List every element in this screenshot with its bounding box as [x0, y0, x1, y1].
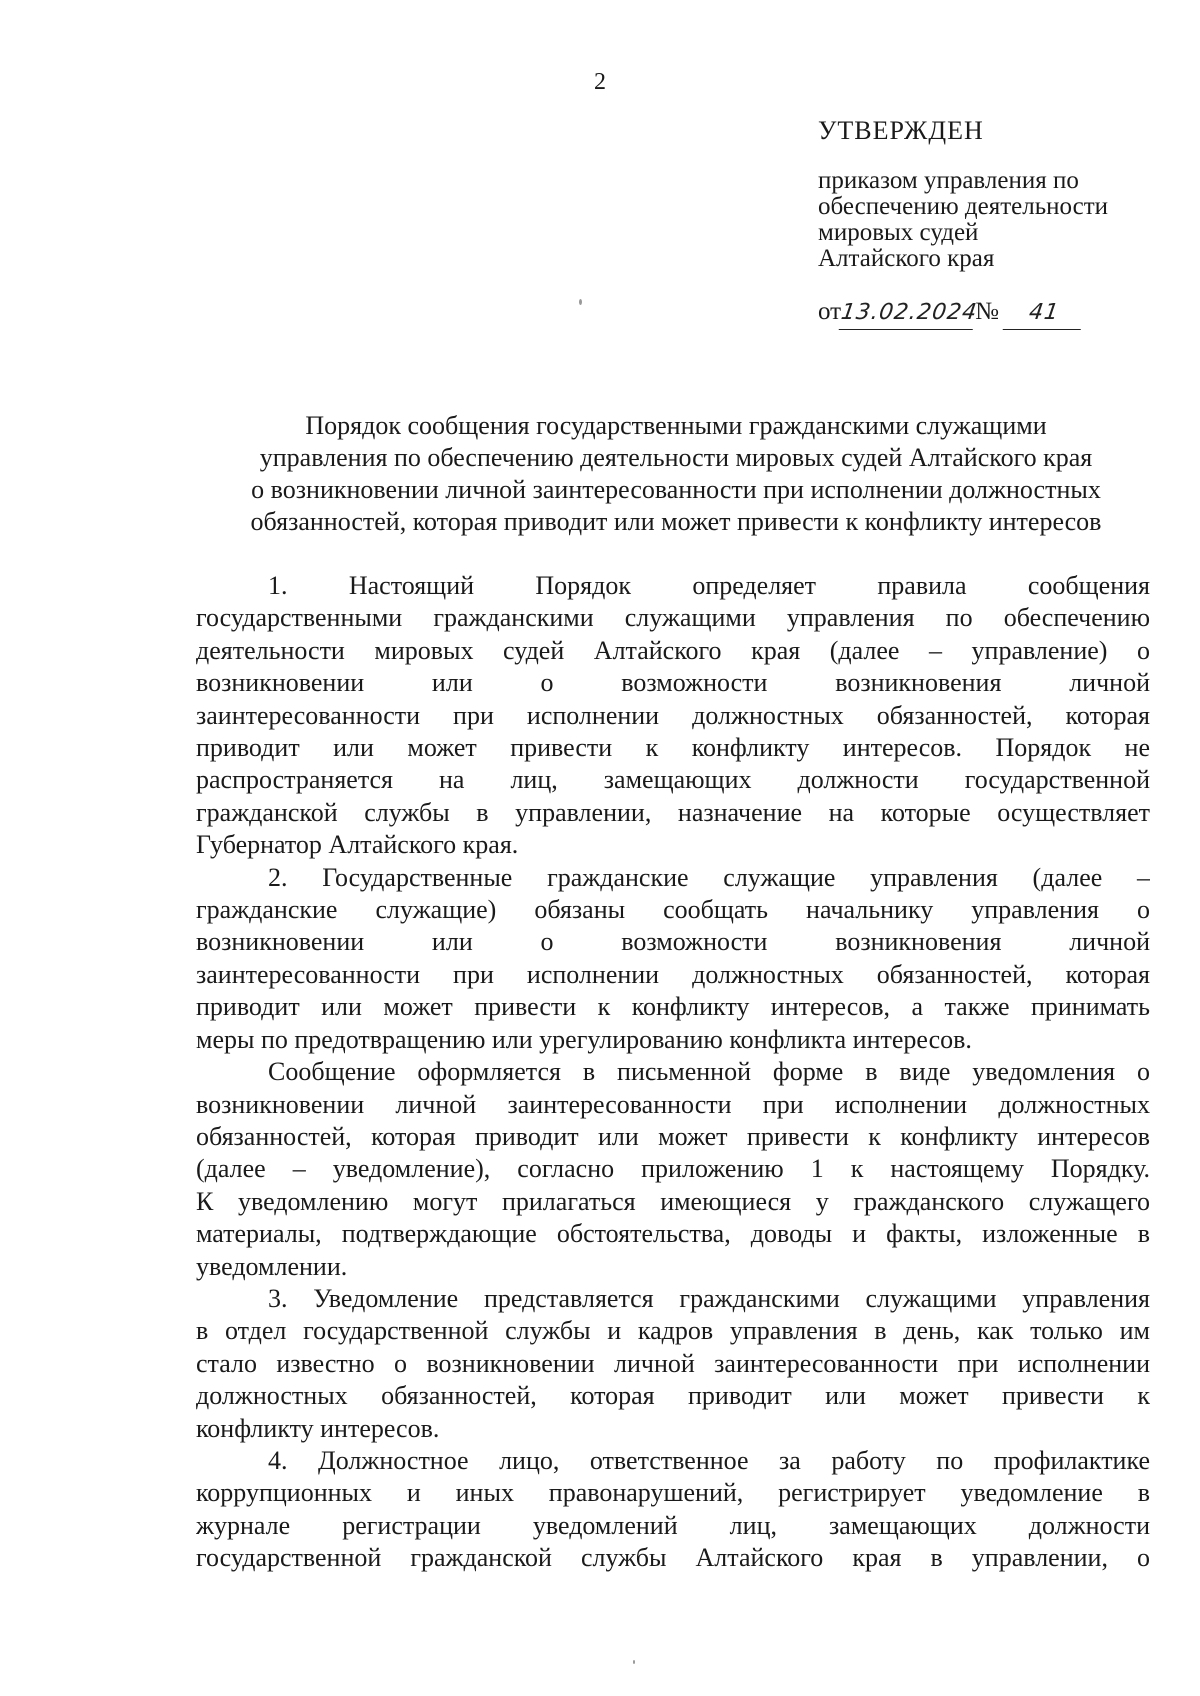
paragraph-line: возникновении или о возможности возникновения личной — [196, 668, 1150, 698]
paragraph-line: стало известно о возникновении личной заинтересованности при исполнении — [196, 1348, 1150, 1378]
paragraph-line: в отдел государственной службы и кадров управления в день, как только им — [196, 1316, 1150, 1346]
handwritten-number: 41 — [1003, 297, 1086, 330]
paragraph-line: государственной гражданской службы Алтайского края в управлении, о — [196, 1543, 1150, 1573]
paragraph-line: материалы, подтверждающие обстоятельства, доводы и факты, изложенные в — [196, 1219, 1150, 1249]
paragraph-line: возникновении или о возможности возникновения личной — [196, 927, 1150, 957]
scan-speck — [579, 299, 582, 305]
paragraph-line: 2. Государственные гражданские служащие управления (далее – — [268, 862, 1150, 892]
document-title-line: управления по обеспечению деятельности мировых судей Алтайского края — [259, 443, 1093, 472]
paragraph-line: заинтересованности при исполнении должностных обязанностей, которая — [196, 700, 1150, 730]
approval-line: мировых судей — [818, 219, 979, 246]
paragraph-line: гражданские служащие) обязаны сообщать начальнику управления о — [196, 895, 1150, 925]
approval-line: Алтайского края — [818, 245, 995, 272]
paragraph-line: (далее – уведомление), согласно приложению 1 к настоящему Порядку. — [196, 1154, 1150, 1184]
approval-title: УТВЕРЖДЕН — [818, 116, 984, 145]
paragraph-line: обязанностей, которая приводит или может привести к конфликту интересов — [196, 1121, 1150, 1151]
paragraph-line: журнале регистрации уведомлений лиц, замещающих должности — [196, 1510, 1150, 1540]
paragraph-line: Губернатор Алтайского края. — [196, 830, 519, 860]
paragraph-line: К уведомлению могут прилагаться имеющиеся у гражданского служащего — [196, 1186, 1150, 1216]
paragraph-line: приводит или может привести к конфликту интересов. Порядок не — [196, 733, 1150, 763]
document-title — [196, 410, 1156, 538]
document-title-line: Порядок сообщения государственными гражданскими служащими — [305, 411, 1047, 440]
paragraph-line: коррупционных и иных правонарушений, регистрирует уведомление в — [196, 1478, 1150, 1508]
scan-speck — [633, 1660, 635, 1664]
document-title-line: обязанностей, которая приводит или может привести к конфликту интересов — [250, 507, 1102, 536]
approval-date-row — [818, 296, 1178, 330]
approval-line: обеспечению деятельности — [818, 193, 1109, 220]
date-prefix: от — [818, 298, 842, 325]
paragraph-line: уведомлении. — [196, 1251, 348, 1281]
paragraph-line: заинтересованности при исполнении должностных обязанностей, которая — [196, 959, 1150, 989]
paragraph-line: 4. Должностное лицо, ответственное за работу по профилактике — [268, 1445, 1150, 1475]
approval-stamp-block — [818, 114, 1178, 330]
approval-line: приказом управления по — [818, 167, 1079, 194]
paragraph-line: распространяется на лиц, замещающих должности государственной — [196, 765, 1150, 795]
page-number: 2 — [594, 69, 606, 95]
document-title-line: о возникновении личной заинтересованности при исполнении должностных — [251, 475, 1101, 504]
paragraph-line: меры по предотвращению или урегулированию конфликта интересов. — [196, 1024, 972, 1054]
paragraph-line: должностных обязанностей, которая приводит или может привести к — [196, 1381, 1150, 1411]
paragraph-line: государственными гражданскими служащими управления по обеспечению — [196, 603, 1150, 633]
paragraph-line: приводит или может привести к конфликту интересов, а также принимать — [196, 992, 1150, 1022]
document-body — [196, 570, 1150, 1575]
paragraph-line: деятельности мировых судей Алтайского края (далее – управление) о — [196, 635, 1150, 665]
paragraph-line: 1. Настоящий Порядок определяет правила сообщения — [268, 571, 1150, 600]
paragraph-line: Сообщение оформляется в письменной форме в виде уведомления о — [268, 1057, 1150, 1087]
paragraph-line: гражданской службы в управлении, назначение на которые осуществляет — [196, 797, 1150, 827]
handwritten-date: 13.02.2024 — [839, 297, 978, 330]
paragraph-line: возникновении личной заинтересованности при исполнении должностных — [196, 1089, 1150, 1119]
paragraph-line: конфликту интересов. — [196, 1413, 440, 1443]
paragraph-line: 3. Уведомление представляется гражданскими служащими управления — [268, 1283, 1150, 1313]
number-sign: № — [975, 298, 999, 325]
